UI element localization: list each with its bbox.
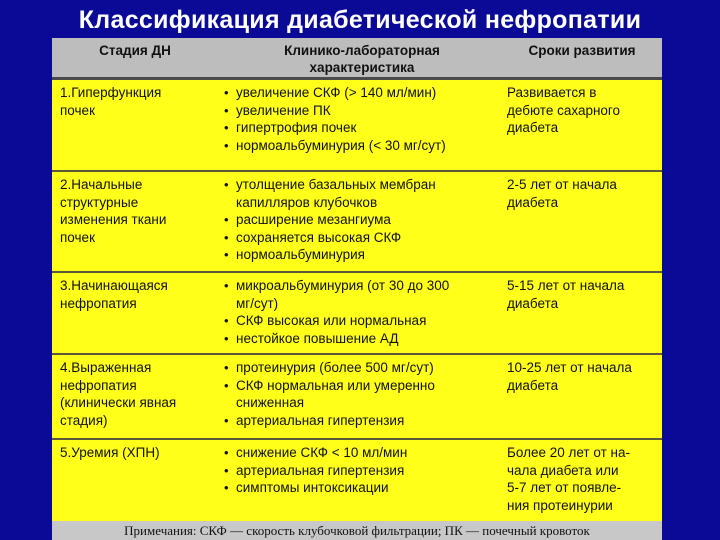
footnote: Примечания: СКФ — скорость клубочковой фильтрации; ПК — почечный кровоток bbox=[52, 521, 662, 540]
features-list bbox=[224, 277, 499, 347]
feature-item: • увеличение СКФ (> 140 мл/мин) bbox=[224, 84, 499, 102]
header-stage: Стадия ДН bbox=[99, 43, 171, 58]
stage-cell: 1.Гиперфункция почек bbox=[60, 85, 162, 118]
classification-table bbox=[52, 38, 662, 523]
header-term: Сроки развития bbox=[528, 43, 636, 58]
table-row bbox=[52, 440, 662, 523]
table-row bbox=[52, 80, 662, 172]
stage-cell: 3.Начинающаяся нефропатия bbox=[60, 278, 168, 311]
feature-item: • расширение мезангиума bbox=[224, 211, 499, 229]
table-row bbox=[52, 273, 662, 355]
feature-item: • артериальная гипертензия bbox=[224, 462, 499, 480]
feature-item: • артериальная гипертензия bbox=[224, 412, 499, 430]
feature-item: • сохраняется высокая СКФ bbox=[224, 229, 499, 247]
feature-item: • микроальбуминурия (от 30 до 300 мг/сут) bbox=[224, 277, 499, 312]
feature-item: • гипертрофия почек bbox=[224, 119, 499, 137]
features-list bbox=[224, 176, 499, 264]
stage-cell: 4.Выраженная нефропатия (клинически явная стадия) bbox=[60, 360, 177, 428]
feature-item: • утолщение базальных мембран капилляров клубочков bbox=[224, 176, 499, 211]
term-cell: 10-25 лет от начала диабета bbox=[507, 360, 632, 393]
table-header bbox=[52, 38, 662, 80]
term-cell: Более 20 лет от на- чала диабета или 5-7 лет от появле- ния протеинурии bbox=[507, 445, 630, 513]
stage-cell: 2.Начальные структурные изменения ткани почек bbox=[60, 177, 167, 245]
term-cell: Развивается в дебюте сахарного диабета bbox=[507, 85, 621, 135]
table-row bbox=[52, 172, 662, 273]
feature-item: • СКФ высокая или нормальная bbox=[224, 312, 499, 330]
feature-item: • СКФ нормальная или умеренно сниженная bbox=[224, 377, 499, 412]
feature-item: • увеличение ПК bbox=[224, 102, 499, 120]
features-list bbox=[224, 359, 499, 429]
term-cell: 2-5 лет от начала диабета bbox=[507, 177, 617, 210]
term-cell: 5-15 лет от начала диабета bbox=[507, 278, 625, 311]
feature-item: • нестойкое повышение АД bbox=[224, 330, 499, 348]
features-list bbox=[224, 84, 499, 154]
slide-title: Классификация диабетической нефропатии bbox=[78, 6, 642, 34]
feature-item: • нормоальбуминурия bbox=[224, 246, 499, 264]
features-list bbox=[224, 444, 499, 497]
feature-item: • снижение СКФ < 10 мл/мин bbox=[224, 444, 499, 462]
table-row bbox=[52, 355, 662, 440]
feature-item: • симптомы интоксикации bbox=[224, 479, 499, 497]
stage-cell: 5.Уремия (ХПН) bbox=[60, 445, 160, 460]
header-features: Клинико-лабораторная характеристика bbox=[284, 43, 440, 75]
feature-item: • нормоальбуминурия (< 30 мг/сут) bbox=[224, 137, 499, 155]
feature-item: • протеинурия (более 500 мг/сут) bbox=[224, 359, 499, 377]
